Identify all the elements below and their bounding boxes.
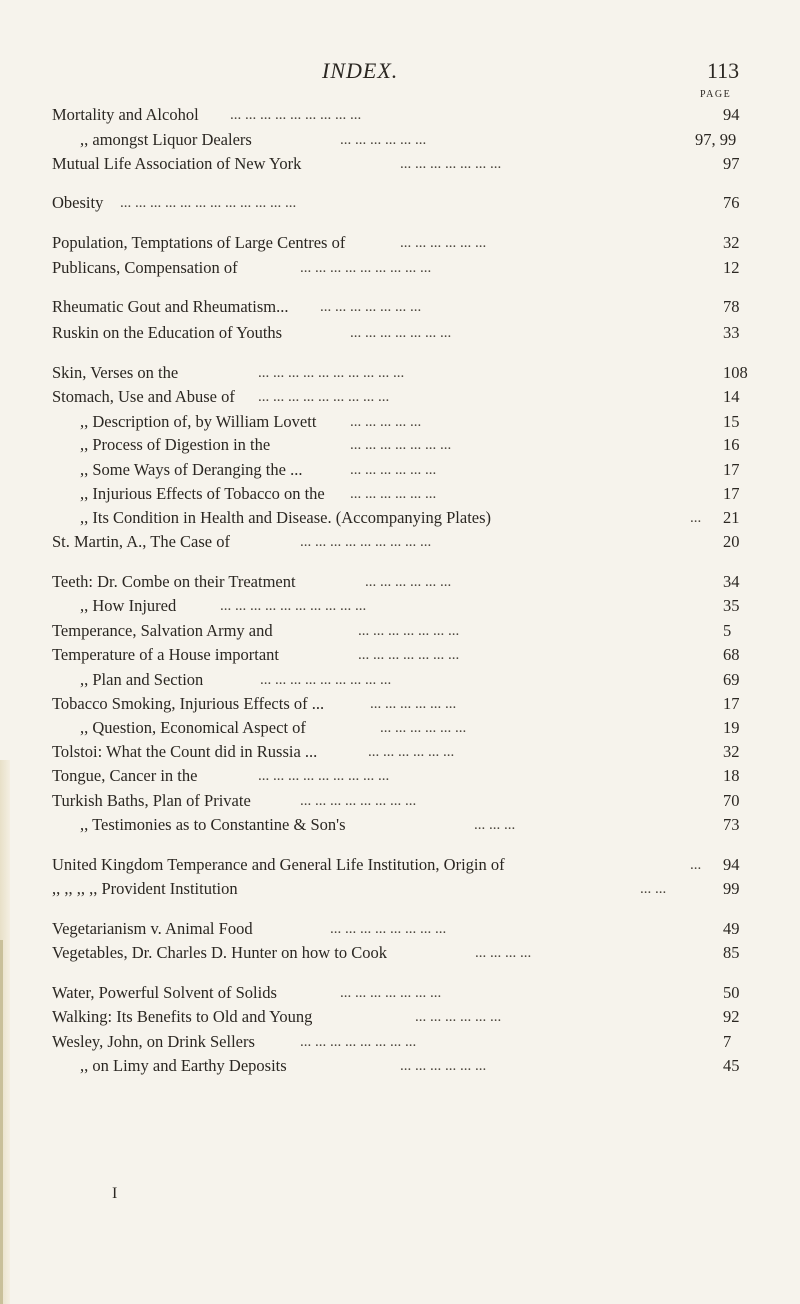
entry-page-number: 17 <box>723 484 740 503</box>
entry-page-number: 99 <box>723 879 740 898</box>
index-entry <box>0 740 800 764</box>
entry-label: St. Martin, A., The Case of <box>52 532 230 551</box>
dot-leader: ... ... ... ... ... ... <box>400 235 487 251</box>
index-entry <box>0 570 800 594</box>
index-entry <box>0 458 800 482</box>
dot-leader: ... ... ... ... ... ... ... ... <box>300 1034 417 1050</box>
dot-leader: ... ... ... ... ... ... ... <box>350 325 452 341</box>
index-entry <box>0 1054 800 1078</box>
entry-label: ,, Testimonies as to Constantine & Son's <box>80 815 346 834</box>
dot-leader: ... ... ... ... ... ... <box>350 486 437 502</box>
dot-leader: ... ... ... <box>474 817 516 833</box>
dot-leader: ... ... <box>640 881 667 897</box>
dot-leader: ... ... ... ... ... ... <box>365 574 452 590</box>
index-entry <box>0 941 800 965</box>
entry-page-number: 14 <box>723 387 740 406</box>
entry-page-number: 92 <box>723 1007 740 1026</box>
index-entry <box>0 813 800 837</box>
index-entry <box>0 594 800 618</box>
entry-label: ,, Injurious Effects of Tobacco on the <box>80 484 325 503</box>
index-entry <box>0 361 800 385</box>
entry-page-number: 45 <box>723 1056 740 1075</box>
entry-label: ,, How Injured <box>80 596 177 615</box>
entry-label: Rheumatic Gout and Rheumatism... <box>52 297 289 316</box>
index-entry <box>0 853 800 877</box>
entry-page-number: 32 <box>723 233 740 252</box>
entry-label: ,, Its Condition in Health and Disease. (Accompanying Plates) <box>80 508 492 527</box>
dot-leader: ... ... ... ... ... ... ... <box>340 985 442 1001</box>
entry-page-number: 7 <box>723 1032 732 1051</box>
dot-leader: ... ... ... ... ... ... <box>370 696 457 712</box>
index-entry <box>0 256 800 280</box>
entry-label: Temperature of a House important <box>52 645 280 664</box>
entry-page-number: 32 <box>723 742 740 761</box>
dot-leader: ... ... ... ... ... ... <box>350 462 437 478</box>
dot-leader: ... ... ... ... ... ... <box>400 1058 487 1074</box>
dot-leader: ... ... ... ... ... ... ... <box>358 647 460 663</box>
dot-leader: ... ... ... ... ... ... ... ... ... ... <box>258 365 405 381</box>
entry-page-number: 97, 99 <box>695 130 737 149</box>
dot-leader: ... ... ... ... ... ... <box>380 720 467 736</box>
entry-page-number: 97 <box>723 154 740 173</box>
entry-label: Turkish Baths, Plan of Private <box>52 791 251 810</box>
index-entry <box>0 981 800 1005</box>
entry-label: ,, Some Ways of Deranging the ... <box>80 460 303 479</box>
entry-page-number: 68 <box>723 645 740 664</box>
entry-page-number: 20 <box>723 532 740 551</box>
entry-label: Mutual Life Association of New York <box>52 154 302 173</box>
entry-label: Stomach, Use and Abuse of <box>52 387 235 406</box>
dot-leader: ... ... ... ... ... ... <box>368 744 455 760</box>
index-entry <box>0 506 800 530</box>
entry-label: ,, Process of Digestion in the <box>80 435 271 454</box>
index-entry <box>0 530 800 554</box>
index-entry <box>0 789 800 813</box>
index-entry <box>0 716 800 740</box>
entry-page-number: 15 <box>723 412 740 431</box>
dot-leader: ... ... ... ... ... ... <box>415 1009 502 1025</box>
dot-leader: ... ... ... ... ... ... ... ... ... <box>300 260 432 276</box>
entry-label: Wesley, John, on Drink Sellers <box>52 1032 255 1051</box>
entry-label: Tobacco Smoking, Injurious Effects of ... <box>52 694 325 713</box>
entry-page-number: 21 <box>723 508 740 527</box>
entry-label: Tongue, Cancer in the <box>52 766 198 785</box>
entry-page-number: 69 <box>723 670 740 689</box>
dot-leader: ... ... ... ... ... ... ... ... ... <box>300 534 432 550</box>
entry-label: Vegetarianism v. Animal Food <box>52 919 253 938</box>
index-entry <box>0 128 800 152</box>
entry-label: Teeth: Dr. Combe on their Treatment <box>52 572 296 591</box>
entry-page-number: 94 <box>723 105 740 124</box>
entry-page-number: 49 <box>723 919 740 938</box>
entry-label: Temperance, Salvation Army and <box>52 621 273 640</box>
index-entry <box>0 619 800 643</box>
entry-label: Population, Temptations of Large Centres of <box>52 233 346 252</box>
dot-leader: ... ... ... ... <box>475 945 532 961</box>
entry-page-number: 33 <box>723 323 740 342</box>
entry-page-number: 50 <box>723 983 740 1002</box>
entry-page-number: 17 <box>723 460 740 479</box>
entry-page-number: 70 <box>723 791 740 810</box>
index-entry <box>0 385 800 409</box>
dot-leader: ... ... ... ... ... ... ... <box>320 299 422 315</box>
entry-label: ,, on Limy and Earthy Deposits <box>80 1056 287 1075</box>
entry-page-number: 16 <box>723 435 740 454</box>
page-column-label: PAGE <box>700 89 732 100</box>
entry-label: ,, Question, Economical Aspect of <box>80 718 306 737</box>
index-entry <box>0 433 800 457</box>
dot-leader: ... ... ... ... ... ... ... ... ... <box>260 672 392 688</box>
entry-page-number: 76 <box>723 193 740 212</box>
running-head <box>0 58 800 88</box>
dot-leader: ... <box>690 510 702 526</box>
index-entry <box>0 643 800 667</box>
entry-label: ,, amongst Liquor Dealers <box>80 130 252 149</box>
dot-leader: ... ... ... ... ... ... <box>340 132 427 148</box>
index-entry <box>0 191 800 215</box>
entry-label: ,, Plan and Section <box>80 670 204 689</box>
page-number: 113 <box>707 58 740 83</box>
index-entry <box>0 1005 800 1029</box>
entry-page-number: 18 <box>723 766 740 785</box>
entry-label: Walking: Its Benefits to Old and Young <box>52 1007 313 1026</box>
entry-page-number: 85 <box>723 943 740 962</box>
entry-label: Water, Powerful Solvent of Solids <box>52 983 277 1002</box>
entry-page-number: 12 <box>723 258 740 277</box>
dot-leader: ... ... ... ... ... ... ... ... ... <box>230 107 362 123</box>
index-entry <box>0 482 800 506</box>
entry-page-number: 34 <box>723 572 740 591</box>
entry-label: Vegetables, Dr. Charles D. Hunter on how to Cook <box>52 943 387 962</box>
entry-label: Obesity <box>52 193 104 212</box>
entry-page-number: 5 <box>723 621 732 640</box>
index-entry <box>0 410 800 434</box>
dot-leader: ... ... ... ... ... ... ... <box>400 156 502 172</box>
entry-label: Publicans, Compensation of <box>52 258 238 277</box>
entry-label: Mortality and Alcohol <box>52 105 199 124</box>
entry-page-number: 78 <box>723 297 740 316</box>
entry-page-number: 19 <box>723 718 740 737</box>
entry-label: United Kingdom Temperance and General Life Institution, Origin of <box>52 855 505 874</box>
entry-label: Skin, Verses on the <box>52 363 179 382</box>
entry-page-number: 35 <box>723 596 740 615</box>
entry-page-number: 17 <box>723 694 740 713</box>
dot-leader: ... ... ... ... ... ... ... <box>358 623 460 639</box>
index-entry <box>0 1030 800 1054</box>
dot-leader: ... <box>690 857 702 873</box>
dot-leader: ... ... ... ... ... ... ... ... ... ... ... ... <box>120 195 297 211</box>
dot-leader: ... ... ... ... ... ... ... <box>350 437 452 453</box>
dot-leader: ... ... ... ... ... ... ... ... ... ... <box>220 598 367 614</box>
running-title: INDEX. <box>322 58 399 83</box>
index-entry <box>0 877 800 901</box>
index-entry <box>0 152 800 176</box>
dot-leader: ... ... ... ... ... ... ... ... ... <box>258 389 390 405</box>
entry-page-number: 94 <box>723 855 740 874</box>
entry-label: Tolstoi: What the Count did in Russia ... <box>52 742 318 761</box>
entry-label: ,, ,, ,, ,, Provident Institution <box>52 879 238 898</box>
entry-label: Ruskin on the Education of Youths <box>52 323 283 342</box>
index-entry <box>0 321 800 345</box>
dot-leader: ... ... ... ... ... <box>350 414 422 430</box>
index-entry <box>0 668 800 692</box>
entry-page-number: 73 <box>723 815 740 834</box>
signature-mark: I <box>112 1185 118 1202</box>
dot-leader: ... ... ... ... ... ... ... ... <box>300 793 417 809</box>
index-entry <box>0 231 800 255</box>
index-entry <box>0 103 800 127</box>
entry-label: ,, Description of, by William Lovett <box>80 412 317 431</box>
dot-leader: ... ... ... ... ... ... ... ... <box>330 921 447 937</box>
index-entry <box>0 692 800 716</box>
entry-page-number: 108 <box>723 363 748 382</box>
index-entry <box>0 764 800 788</box>
dot-leader: ... ... ... ... ... ... ... ... ... <box>258 768 390 784</box>
index-entry <box>0 295 800 319</box>
index-entry <box>0 917 800 941</box>
